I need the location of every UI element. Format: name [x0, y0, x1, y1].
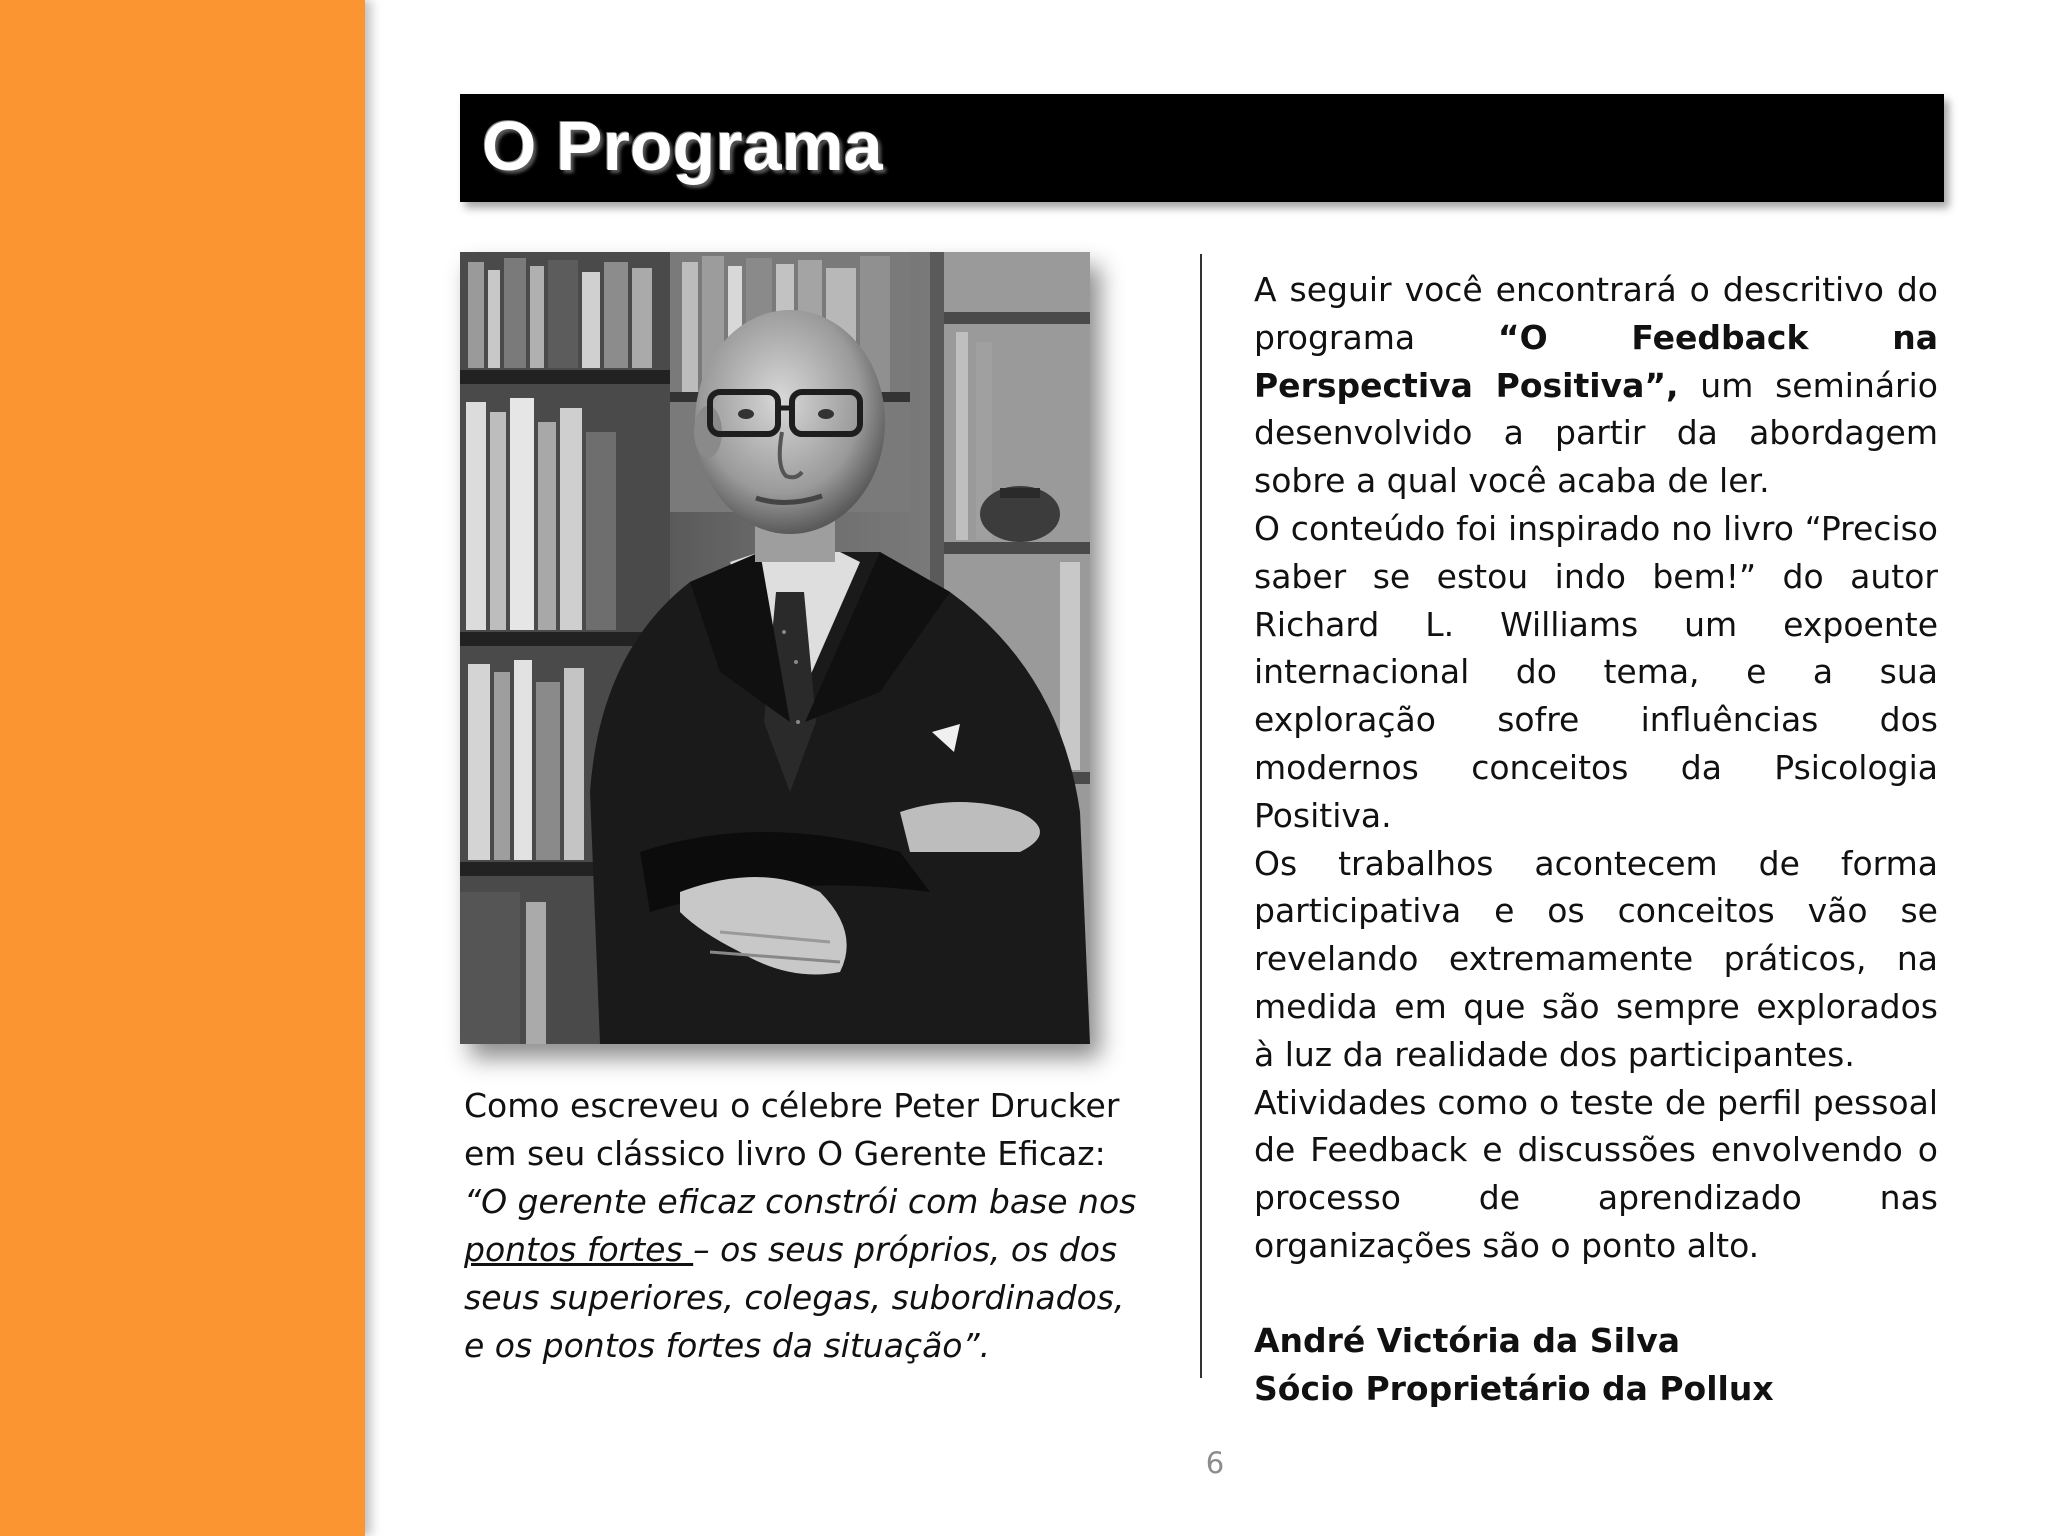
program-description — [1254, 266, 1938, 1412]
paragraph-1 — [1254, 266, 1938, 505]
paragraph-2: O conteúdo foi inspirado no livro “Preciso saber se estou indo bem!” do autor Richard L. Williams um expoente internacional do tema, e a sua exploração sofre influências dos modernos conceitos da Psicologia Positiva. — [1254, 508, 1938, 835]
quote-intro-line1: Como escreveu o célebre Peter Drucker — [464, 1086, 1120, 1125]
quote-underlined: pontos fortes — [464, 1230, 694, 1269]
page-number: 6 — [1205, 1446, 1225, 1480]
p1-start: A seguir você encontrará o descritivo do programa — [1254, 270, 1938, 357]
quote-italic-start: “O gerente eficaz constrói com base nos — [464, 1182, 1137, 1221]
orange-sidebar — [0, 0, 365, 1536]
portrait-photo — [460, 252, 1090, 1044]
paragraph-4: Atividades como o teste de perfil pessoal de Feedback e discussões envolvendo o processo de aprendizado nas organizações são o ponto alto. — [1254, 1082, 1938, 1265]
signature — [1254, 1317, 1938, 1413]
p1-end: um seminário desenvolvido a partir da abordagem sobre a qual você acaba de ler. — [1254, 365, 1938, 501]
drucker-quote — [464, 1082, 1144, 1370]
quote-intro-line2: em seu clássico livro O Gerente Eficaz: — [464, 1134, 1106, 1173]
program-name: “O Feedback na Perspectiva Positiva”, — [1254, 317, 1938, 405]
paragraph-3: Os trabalhos acontecem de forma participativa e os conceitos vão se revelando extremamente práticos, na medida em que são sempre explorados à luz da realidade dos participantes. — [1254, 843, 1938, 1074]
column-divider — [1200, 254, 1202, 1378]
page-title: O Programa — [482, 107, 883, 185]
signature-name: André Victória da Silva — [1254, 1320, 1680, 1360]
signature-role: Sócio Proprietário da Pollux — [1254, 1368, 1774, 1408]
title-bar — [460, 94, 1944, 202]
quote-italic-rest: – os seus próprios, os dos seus superiores, colegas, subordinados, e os pontos fortes da situação”. — [464, 1230, 1125, 1365]
